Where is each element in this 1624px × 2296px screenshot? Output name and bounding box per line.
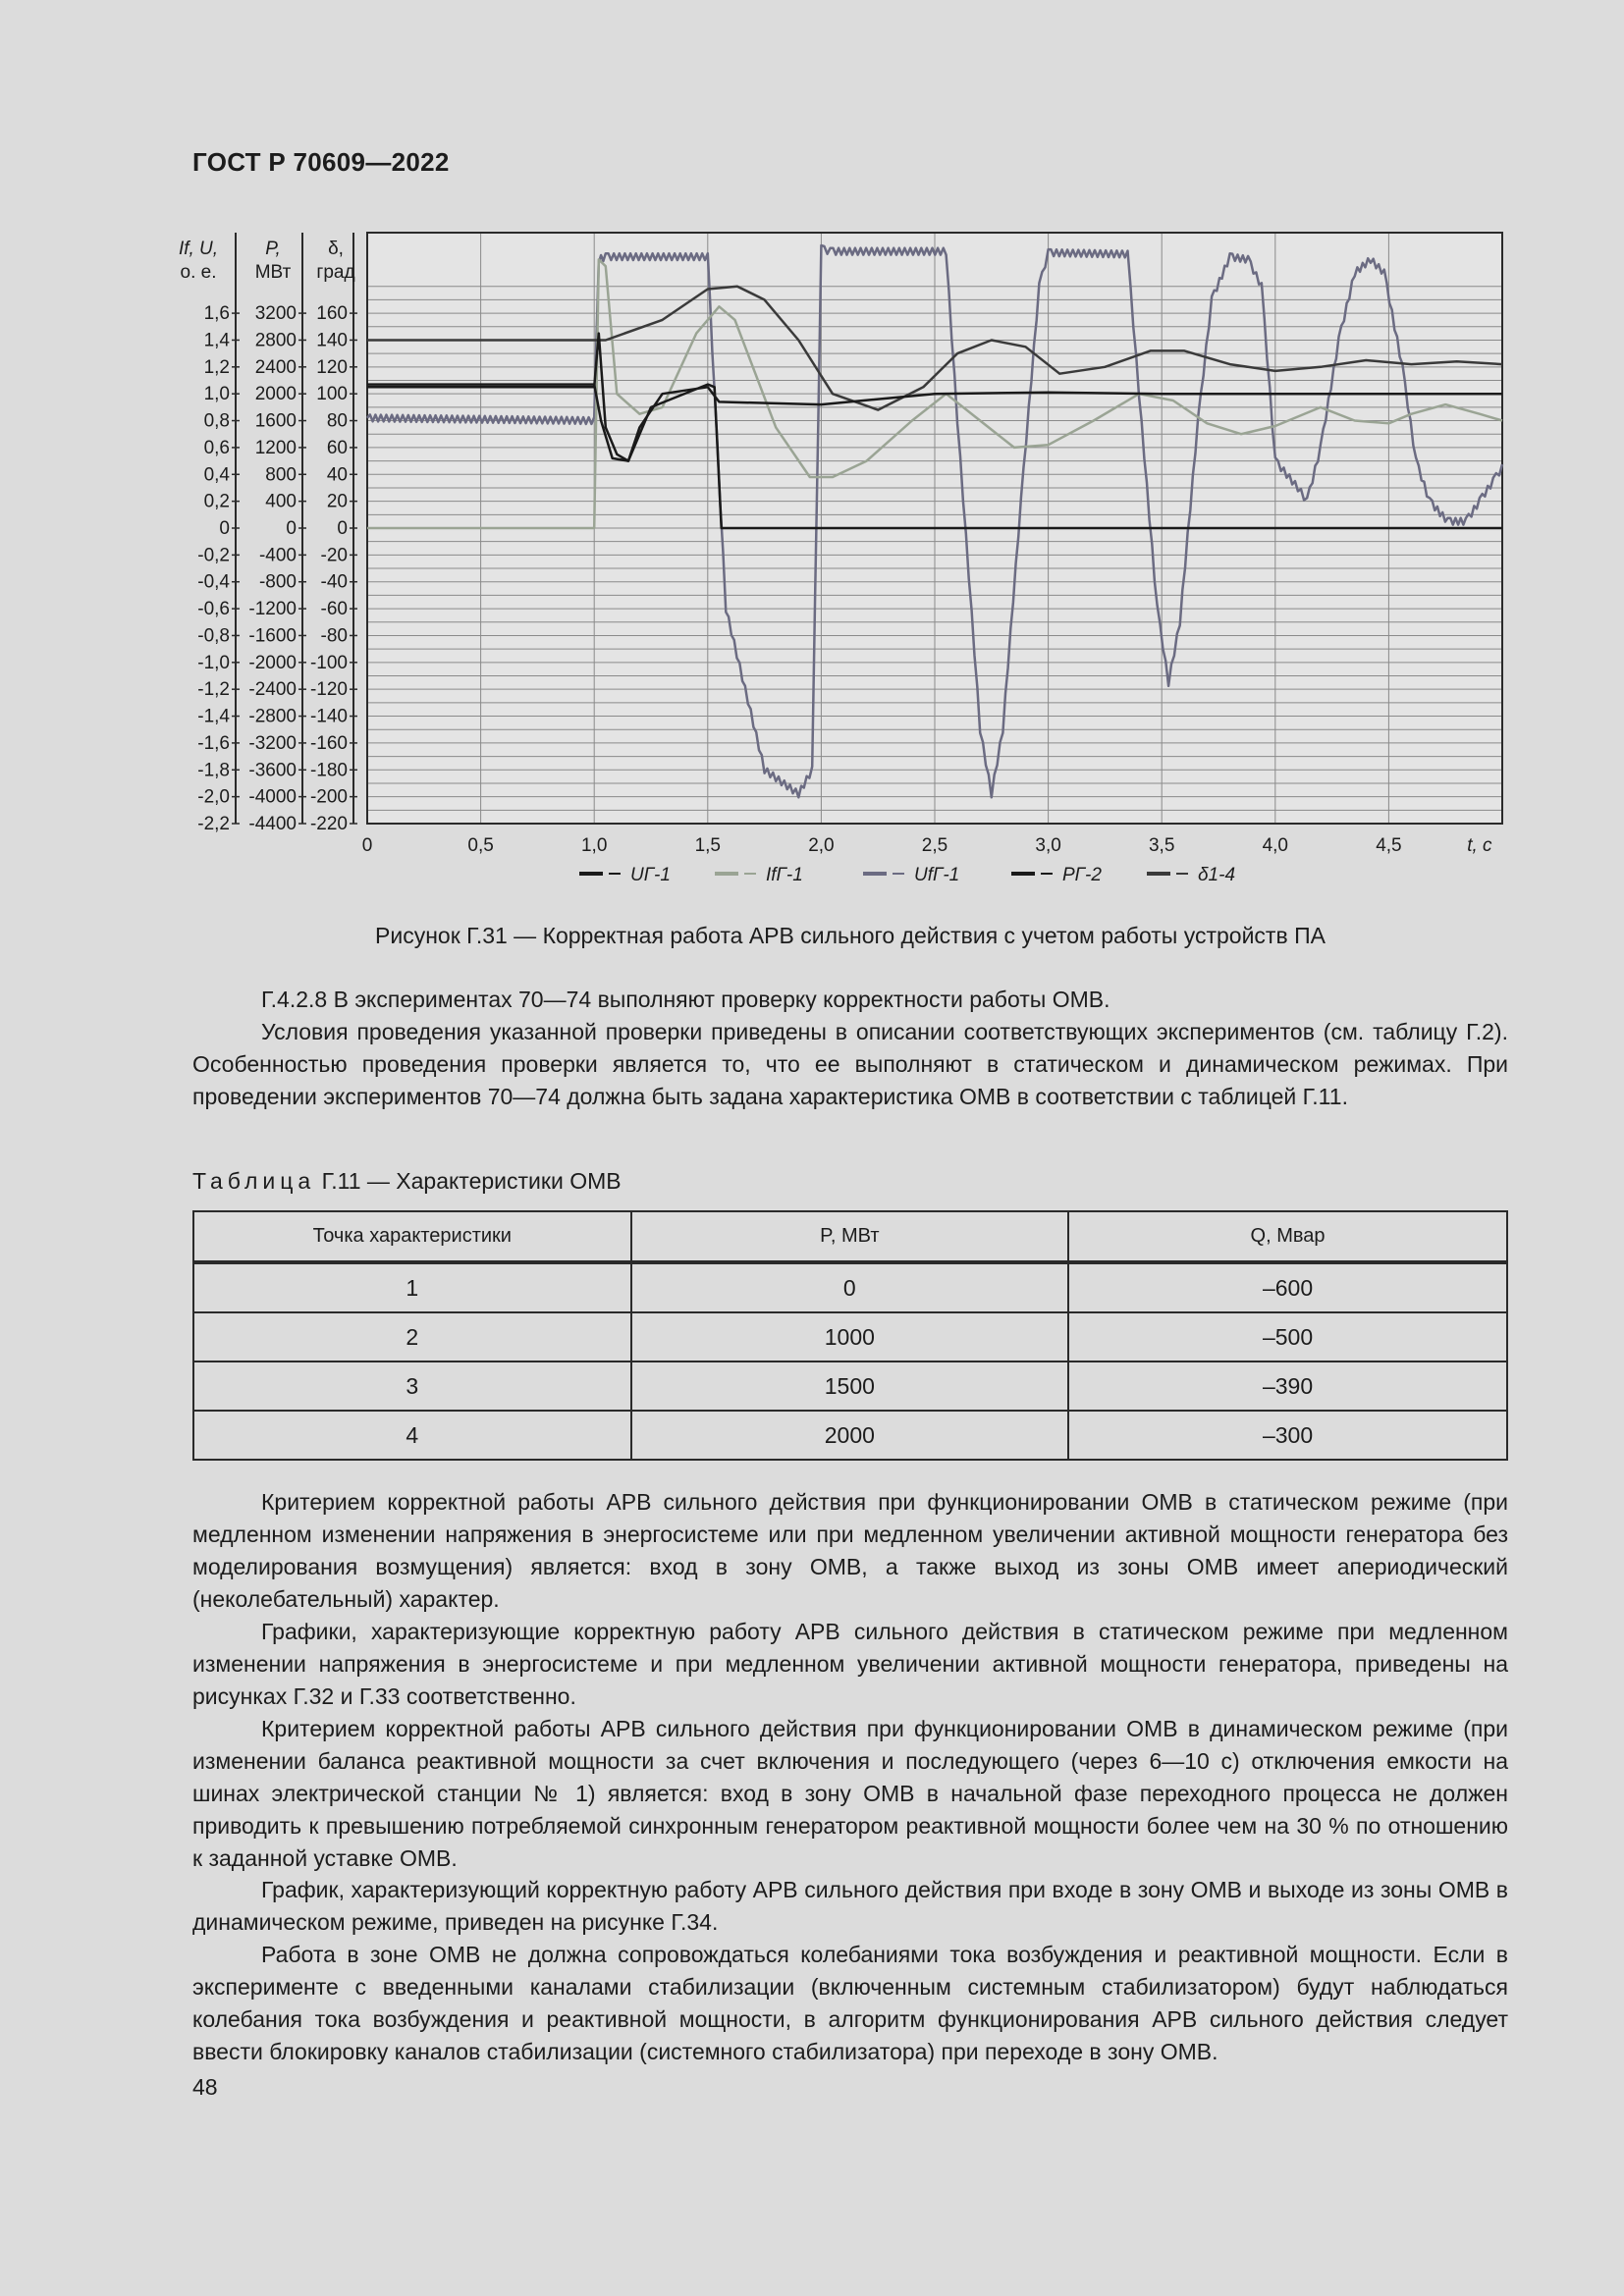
tick-label-if-u: -1,4 — [197, 706, 230, 727]
x-tick-label: 2,5 — [921, 835, 948, 856]
axis-label-if-u: If, U, — [178, 239, 219, 259]
legend-label: PГ-2 — [1062, 865, 1102, 885]
tick-label-p: -1200 — [248, 599, 297, 620]
tick-label-p: 2800 — [254, 330, 297, 351]
tick-label-if-u: -0,4 — [197, 571, 230, 593]
figure-chart — [178, 221, 1522, 908]
table-cell: –500 — [1068, 1312, 1507, 1362]
tick-label-if-u: 0,2 — [203, 491, 230, 512]
axis-label-if-u-unit: о. е. — [180, 262, 217, 283]
tick-label-if-u: 1,2 — [203, 356, 230, 378]
tick-label-if-u: 0,8 — [203, 410, 230, 432]
paragraph-7: Работа в зоне ОМВ не должна сопровождаться колебаниями тока возбуждения и реактивной мощности. Если в эксперименте с введенными каналами стабилизации (включенным системным стабилизатором) будут наблюдаться колебания тока возбуждения и реактивной мощности, в алгоритм функционирования АРВ сильного действия следует ввести блокировку каналов стабилизации (системного стабилизатора) при переходе в зону ОМВ. — [192, 1942, 1508, 2064]
x-tick-label: 1,0 — [580, 835, 608, 856]
x-axis-label: t, с — [1467, 835, 1492, 856]
tick-label-delta: -120 — [309, 679, 348, 701]
tick-label-p: 2400 — [254, 356, 297, 378]
x-tick-label: 2,0 — [808, 835, 835, 856]
tick-label-p: 800 — [265, 464, 297, 486]
tick-label-if-u: 0,4 — [203, 464, 230, 486]
tick-label-if-u: -0,6 — [197, 599, 230, 620]
tick-label-p: -2400 — [248, 679, 297, 701]
tick-label-if-u: -1,0 — [197, 652, 230, 673]
tick-label-p: 2000 — [254, 384, 297, 405]
tick-label-delta: -180 — [309, 760, 348, 781]
tick-label-delta: 160 — [316, 303, 348, 325]
tick-label-if-u: 0 — [219, 518, 230, 539]
axis-label-delta: δ, — [328, 239, 344, 259]
tick-label-delta: 100 — [316, 384, 348, 405]
table-row — [193, 1262, 1507, 1312]
tick-label-delta: -200 — [309, 786, 348, 808]
tick-label-p: -2000 — [248, 652, 297, 673]
table-cell: 2000 — [631, 1411, 1069, 1460]
tick-label-p: -800 — [258, 571, 297, 593]
axis-label-p-unit: МВт — [254, 262, 292, 283]
table-row — [193, 1362, 1507, 1411]
table-title: Таблица Г.11 — Характеристики ОМВ — [192, 1168, 622, 1194]
tick-label-p: -400 — [258, 545, 297, 566]
tick-label-p: -2800 — [248, 706, 297, 727]
table-cell: –600 — [1068, 1262, 1507, 1312]
paragraph-1: Г.4.2.8 В экспериментах 70—74 выполняют проверку корректности работы ОМВ. — [261, 987, 1110, 1012]
tick-label-delta: 20 — [326, 491, 348, 512]
tick-label-if-u: -1,6 — [197, 732, 230, 754]
tick-label-if-u: -0,2 — [197, 545, 230, 566]
tick-label-if-u: 0,6 — [203, 437, 230, 458]
x-tick-label: 0,5 — [467, 835, 494, 856]
tick-label-p: -4400 — [248, 814, 297, 834]
paragraph-3: Критерием корректной работы АРВ сильного действия при функционировании ОМВ в статическом режиме (при медленном изменении напряжения в энергосистеме или при медленном увеличении активной мощности генератора без моделирования возмущения) является: вход в зону ОМВ, а также выход из зоны ОМВ имеет апериодический (неколебательный) характер. — [192, 1489, 1508, 1612]
tick-label-if-u: -1,8 — [197, 760, 230, 781]
table-header-cell: Q, Мвар — [1068, 1211, 1507, 1262]
table-cell: 2 — [193, 1312, 631, 1362]
tick-label-delta: 0 — [337, 518, 348, 539]
table-cell: 3 — [193, 1362, 631, 1411]
paragraph-5: Критерием корректной работы АРВ сильного действия при функционировании ОМВ в динамическом режиме (при изменении баланса реактивной мощности за счет включения и последующего (через 6—10 с) отключения емкости на шинах электрической станции № 1) является: вход в зону ОМВ в начальной фазе переходного процесса не должен приводить к превышению потребляемой синхронным генератором реактивной мощности более чем на 30 % по отношению к заданной уставке ОМВ. — [192, 1716, 1508, 1871]
tick-label-if-u: 1,0 — [203, 384, 230, 405]
tick-label-p: 3200 — [254, 303, 297, 325]
table-cell: 1000 — [631, 1312, 1069, 1362]
tick-label-if-u: 1,6 — [203, 303, 230, 325]
paragraph-2: Условия проведения указанной проверки приведены в описании соответствующих экспериментов (см. таблицу Г.2). Особенностью проведения проверки является то, что ее выполняют в статическом и динамическом режимах. При проведении экспериментов 70—74 должна быть задана характеристика ОМВ в соответствии с таблицей Г.11. — [192, 1019, 1508, 1109]
omv-characteristics-table — [192, 1210, 1508, 1461]
tick-label-if-u: -2,2 — [197, 814, 230, 834]
tick-label-delta: 80 — [326, 410, 348, 432]
paragraph-6: График, характеризующий корректную работу АРВ сильного действия при входе в зону ОМВ и выходе из зоны ОМВ в динамическом режиме, приведен на рисунке Г.34. — [192, 1877, 1508, 1935]
tick-label-delta: 40 — [326, 464, 348, 486]
table-cell: 1 — [193, 1262, 631, 1312]
tick-label-if-u: 1,4 — [203, 330, 230, 351]
table-header-cell: Точка характеристики — [193, 1211, 631, 1262]
legend-label: UfГ-1 — [914, 865, 960, 885]
tick-label-p: -3200 — [248, 732, 297, 754]
x-tick-label: 0 — [361, 835, 373, 856]
tick-label-delta: -140 — [309, 706, 348, 727]
tick-label-p: -4000 — [248, 786, 297, 808]
tick-label-delta: -160 — [309, 732, 348, 754]
table-row — [193, 1312, 1507, 1362]
table-header-row — [193, 1211, 1507, 1262]
table-cell: 1500 — [631, 1362, 1069, 1411]
tick-label-p: -1600 — [248, 625, 297, 647]
tick-label-delta: -220 — [309, 814, 348, 834]
table-row — [193, 1411, 1507, 1460]
tick-label-if-u: -1,2 — [197, 679, 230, 701]
page-number: 48 — [192, 2074, 218, 2100]
table-cell: 4 — [193, 1411, 631, 1460]
legend-label: δ1-4 — [1198, 865, 1236, 885]
tick-label-delta: -20 — [320, 545, 348, 566]
tick-label-if-u: -2,0 — [197, 786, 230, 808]
table-header-cell: P, МВт — [631, 1211, 1069, 1262]
legend-label: IfГ-1 — [766, 865, 803, 885]
tick-label-p: 1200 — [254, 437, 297, 458]
tick-label-delta: 120 — [316, 356, 348, 378]
tick-label-delta: 60 — [326, 437, 348, 458]
tick-label-p: 0 — [286, 518, 297, 539]
tick-label-delta: -60 — [320, 599, 348, 620]
x-tick-label: 1,5 — [694, 835, 722, 856]
tick-label-if-u: -0,8 — [197, 625, 230, 647]
x-tick-label: 3,5 — [1148, 835, 1175, 856]
legend-label: UГ-1 — [630, 865, 671, 885]
tick-label-delta: -100 — [309, 652, 348, 673]
tick-label-p: -3600 — [248, 760, 297, 781]
axis-label-delta-unit: град — [316, 262, 355, 283]
tick-label-delta: 140 — [316, 330, 348, 351]
tick-label-p: 1600 — [254, 410, 297, 432]
table-cell: –300 — [1068, 1411, 1507, 1460]
tick-label-delta: -40 — [320, 571, 348, 593]
table-cell: –390 — [1068, 1362, 1507, 1411]
paragraph-4: Графики, характеризующие корректную работу АРВ сильного действия в статическом режиме при медленном изменении напряжения в энергосистеме и при медленном увеличении активной мощности генератора, приведены на рисунках Г.32 и Г.33 соответственно. — [192, 1619, 1508, 1709]
x-tick-label: 4,5 — [1376, 835, 1402, 856]
tick-label-p: 400 — [265, 491, 297, 512]
axis-label-p: P, — [265, 239, 281, 259]
x-tick-label: 3,0 — [1035, 835, 1061, 856]
table-cell: 0 — [631, 1262, 1069, 1312]
tick-label-delta: -80 — [320, 625, 348, 647]
x-tick-label: 4,0 — [1262, 835, 1289, 856]
document-header: ГОСТ Р 70609—2022 — [192, 147, 450, 177]
figure-caption: Рисунок Г.31 — Корректная работа АРВ сильного действия с учетом работы устройств ПА — [375, 923, 1326, 948]
